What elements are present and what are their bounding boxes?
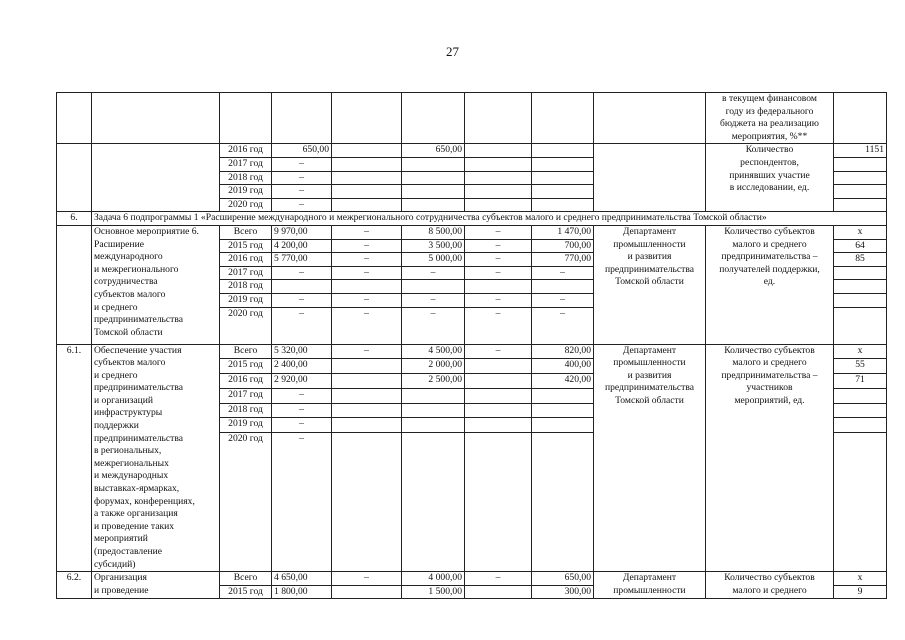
cell-total: 4 200,00: [272, 239, 332, 253]
cell-extra: [532, 144, 594, 158]
cell-loc: [465, 418, 532, 433]
cell-main-event-name: [92, 225, 220, 344]
executor-line: Томской области: [615, 394, 684, 406]
cell-extra: 820,00: [532, 344, 594, 359]
indicator-line: Количество: [745, 144, 794, 156]
name-line: Основное мероприятие 6.: [94, 225, 199, 237]
name-line: и межрегионального: [94, 263, 179, 275]
indicator-line: малого и среднего: [732, 584, 807, 596]
cell-extra: [532, 157, 594, 171]
cell-year: 2019 год: [220, 293, 272, 307]
cell-value: [834, 266, 887, 280]
indicator-line: в текущем финансовом: [722, 93, 817, 104]
cell-extra: –: [532, 307, 594, 344]
name-line: Организация: [94, 572, 147, 584]
task-row: [57, 212, 887, 226]
cell-reg: 1 500,00: [402, 585, 465, 599]
name-line: и проведение таких: [94, 520, 175, 532]
indicator-line: участников: [746, 382, 793, 394]
cell-fed: –: [332, 307, 402, 344]
table-body: [57, 93, 887, 599]
cell-value: 71: [834, 374, 887, 389]
cell-loc: [465, 144, 532, 158]
cell-year: 2016 год: [220, 144, 272, 158]
cell-executor: [594, 225, 706, 344]
task-title: Задача 6 подпрограммы 1 «Расширение международного и межрегионального сотрудничества субъектов малого и среднего предпринимательства Томской области»: [92, 212, 887, 226]
cell-value: [834, 433, 887, 572]
cell-year: Всего: [220, 344, 272, 359]
cell-loc: [465, 198, 532, 212]
name-line: и организаций: [94, 394, 154, 406]
cell-reg: [402, 198, 465, 212]
name-line: предпринимательства: [94, 314, 184, 326]
cell-reg: –: [402, 293, 465, 307]
cell-fed: –: [332, 239, 402, 253]
cell-fed: –: [332, 572, 402, 586]
cell-fed: [332, 585, 402, 599]
cell-year: 2016 год: [220, 253, 272, 267]
cell-value: [834, 93, 887, 144]
name-line: предпринимательства: [94, 432, 184, 444]
cell-extra: 1 470,00: [532, 225, 594, 239]
cell-value: x: [834, 572, 887, 586]
name-line: и проведение: [94, 584, 149, 596]
name-line: а также организация: [94, 508, 178, 520]
cell-name: [92, 93, 220, 144]
cell-extra: [532, 433, 594, 572]
cell-value: x: [834, 225, 887, 239]
executor-line: и развития: [627, 251, 672, 263]
indicator-line: Количество субъектов: [724, 572, 815, 584]
cell-fed: [332, 359, 402, 374]
cell-loc: [465, 157, 532, 171]
cell-reg: 650,00: [402, 144, 465, 158]
cell-fed: [332, 418, 402, 433]
cell-fed: –: [332, 344, 402, 359]
cell-total: 4 650,00: [272, 572, 332, 586]
cell-reg: 4 000,00: [402, 572, 465, 586]
cell-fed: –: [332, 225, 402, 239]
cell-loc: [465, 374, 532, 389]
executor-line: промышленности: [613, 238, 686, 250]
cell-fed: [332, 171, 402, 185]
cell-num: [57, 93, 92, 144]
cell-indicator: [706, 572, 834, 599]
cell-fed: [332, 280, 402, 294]
cell-num: 6.1.: [57, 344, 92, 572]
cell-value: 9: [834, 585, 887, 599]
indicator-line: мероприятия, %**: [731, 130, 808, 142]
cell-loc: –: [465, 293, 532, 307]
cell-indicator: [706, 93, 834, 144]
name-line: Обеспечение участия: [94, 344, 182, 356]
cell-empty: [532, 93, 594, 144]
cell-extra: –: [532, 293, 594, 307]
cell-num: [57, 225, 92, 344]
cell-total: 1 800,00: [272, 585, 332, 599]
cell-value: [834, 293, 887, 307]
cell-reg: [402, 171, 465, 185]
cell-fed: [332, 374, 402, 389]
indicator-line: малого и среднего: [732, 357, 807, 369]
name-line: инфраструктуры: [94, 407, 163, 419]
cell-total: –: [272, 198, 332, 212]
cell-year: 2020 год: [220, 198, 272, 212]
cell-value: 85: [834, 253, 887, 267]
cell-extra: 770,00: [532, 253, 594, 267]
indicator-line: получателей поддержки,: [719, 263, 820, 275]
cell-reg: 4 500,00: [402, 344, 465, 359]
cell-num: 6.2.: [57, 572, 92, 599]
cell-extra: [532, 185, 594, 199]
cell-empty: [402, 93, 465, 144]
cell-year: 2020 год: [220, 433, 272, 572]
executor-line: предпринимательства: [604, 382, 695, 394]
cell-reg: –: [402, 307, 465, 344]
indicator-line: принявших участие: [729, 169, 810, 181]
cell-extra: [532, 388, 594, 403]
table-row: [57, 344, 887, 359]
cell-total: 650,00: [272, 144, 332, 158]
cell-total: –: [272, 185, 332, 199]
cell-extra: –: [532, 266, 594, 280]
cell-fed: [332, 388, 402, 403]
cell-indicator: [706, 144, 834, 212]
executor-line: и развития: [627, 369, 672, 381]
cell-extra: [532, 418, 594, 433]
cell-reg: [402, 418, 465, 433]
name-line: (предоставление: [94, 546, 162, 557]
cell-fed: –: [332, 253, 402, 267]
cell-event-61-name: [92, 344, 220, 572]
cell-total: 2 400,00: [272, 359, 332, 374]
cell-year: 2018 год: [220, 403, 272, 418]
cell-value: 55: [834, 359, 887, 374]
executor-line: промышленности: [613, 584, 686, 596]
cell-value: 1151: [834, 144, 887, 158]
cell-loc: –: [465, 572, 532, 586]
cell-total: –: [272, 266, 332, 280]
executor-line: Департамент: [622, 344, 677, 356]
name-line: и среднего: [94, 301, 138, 313]
table-row: [57, 225, 887, 239]
cell-loc: –: [465, 239, 532, 253]
cell-value: [834, 171, 887, 185]
cell-value: [834, 185, 887, 199]
name-line: субсидий): [94, 558, 136, 570]
cell-fed: [332, 433, 402, 572]
executor-line: Департамент: [622, 572, 677, 584]
cell-empty: [272, 93, 332, 144]
cell-name: [92, 144, 220, 212]
cell-extra: 420,00: [532, 374, 594, 389]
cell-loc: –: [465, 225, 532, 239]
cell-loc: –: [465, 344, 532, 359]
cell-value: [834, 280, 887, 294]
cell-value: [834, 157, 887, 171]
cell-extra: 400,00: [532, 359, 594, 374]
cell-year: 2016 год: [220, 374, 272, 389]
cell-total: 5 320,00: [272, 344, 332, 359]
table-row: [57, 93, 887, 144]
cell-year: 2015 год: [220, 359, 272, 374]
cell-value: [834, 388, 887, 403]
name-line: Томской области: [94, 326, 163, 338]
cell-value: 64: [834, 239, 887, 253]
cell-empty: [465, 93, 532, 144]
cell-value: [834, 198, 887, 212]
indicator-line: году из федерального: [725, 105, 814, 117]
cell-executor: [594, 572, 706, 599]
cell-executor: [594, 144, 706, 212]
executor-line: предпринимательства: [604, 263, 695, 275]
cell-total: –: [272, 157, 332, 171]
table-row: [57, 144, 887, 158]
cell-event-62-name: [92, 572, 220, 599]
cell-fed: [332, 198, 402, 212]
indicator-line: бюджета на реализацию: [720, 118, 819, 130]
cell-reg: [402, 388, 465, 403]
cell-num: [57, 144, 92, 212]
cell-value: x: [834, 344, 887, 359]
executor-line: Томской области: [615, 276, 684, 288]
cell-total: –: [272, 388, 332, 403]
cell-extra: [532, 280, 594, 294]
cell-year: 2017 год: [220, 157, 272, 171]
table-row: [57, 572, 887, 586]
cell-loc: [465, 403, 532, 418]
name-line: сотрудничества: [94, 276, 158, 288]
cell-year: 2017 год: [220, 266, 272, 280]
cell-fed: –: [332, 293, 402, 307]
cell-year: 2018 год: [220, 171, 272, 185]
cell-loc: [465, 171, 532, 185]
cell-total: –: [272, 403, 332, 418]
cell-loc: [465, 185, 532, 199]
name-line: межрегиональных: [94, 457, 169, 469]
name-line: субъектов малого: [94, 288, 166, 300]
indicator-line: предпринимательства –: [721, 369, 818, 381]
cell-total: –: [272, 293, 332, 307]
cell-year: 2015 год: [220, 585, 272, 599]
cell-year: Всего: [220, 572, 272, 586]
cell-indicator: [706, 225, 834, 344]
cell-extra: [532, 198, 594, 212]
page-number: 27: [446, 44, 459, 59]
cell-loc: [465, 359, 532, 374]
indicator-line: ед.: [763, 276, 776, 288]
executor-line: промышленности: [613, 357, 686, 369]
cell-loc: [465, 585, 532, 599]
name-line: и среднего: [94, 369, 138, 381]
task-num: 6.: [57, 212, 92, 226]
name-line: выставках-ярмарках,: [94, 483, 180, 495]
cell-value: [834, 307, 887, 344]
cell-loc: [465, 280, 532, 294]
cell-extra: 300,00: [532, 585, 594, 599]
cell-empty: [220, 93, 272, 144]
cell-reg: 2 500,00: [402, 374, 465, 389]
indicator-line: мероприятий, ед.: [734, 394, 805, 406]
cell-total: –: [272, 433, 332, 572]
name-line: и международных: [94, 470, 169, 482]
cell-reg: 8 500,00: [402, 225, 465, 239]
cell-loc: [465, 388, 532, 403]
cell-total: 9 970,00: [272, 225, 332, 239]
cell-reg: 5 000,00: [402, 253, 465, 267]
cell-indicator: [706, 344, 834, 572]
indicator-line: в исследовании, ед.: [729, 182, 810, 194]
cell-extra: 700,00: [532, 239, 594, 253]
cell-total: –: [272, 307, 332, 344]
executor-line: Департамент: [622, 225, 677, 237]
cell-empty: [332, 93, 402, 144]
cell-fed: [332, 185, 402, 199]
name-line: международного: [94, 251, 163, 263]
indicator-line: Количество субъектов: [724, 225, 815, 237]
cell-reg: 2 000,00: [402, 359, 465, 374]
cell-fed: [332, 403, 402, 418]
cell-executor: [594, 344, 706, 572]
cell-reg: [402, 433, 465, 572]
name-line: субъектов малого: [94, 357, 166, 369]
cell-total: 5 770,00: [272, 253, 332, 267]
cell-total: 2 920,00: [272, 374, 332, 389]
cell-loc: –: [465, 253, 532, 267]
cell-total: –: [272, 171, 332, 185]
cell-total: –: [272, 418, 332, 433]
cell-year: 2019 год: [220, 418, 272, 433]
cell-total: [272, 280, 332, 294]
name-line: форумах, конференциях,: [94, 495, 195, 507]
cell-reg: [402, 185, 465, 199]
cell-loc: –: [465, 266, 532, 280]
cell-reg: –: [402, 266, 465, 280]
cell-extra: 650,00: [532, 572, 594, 586]
cell-reg: [402, 157, 465, 171]
cell-reg: [402, 280, 465, 294]
cell-year: 2020 год: [220, 307, 272, 344]
cell-year: 2017 год: [220, 388, 272, 403]
cell-fed: [332, 157, 402, 171]
name-line: Расширение: [94, 238, 144, 250]
indicator-line: Количество субъектов: [724, 344, 815, 356]
program-table: [56, 92, 887, 599]
cell-value: [834, 403, 887, 418]
cell-year: Всего: [220, 225, 272, 239]
cell-loc: –: [465, 307, 532, 344]
indicator-line: респондентов,: [740, 156, 799, 168]
name-line: в региональных,: [94, 445, 162, 457]
cell-reg: 3 500,00: [402, 239, 465, 253]
cell-year: 2019 год: [220, 185, 272, 199]
name-line: поддержки: [94, 420, 139, 432]
cell-executor: [594, 93, 706, 144]
cell-loc: [465, 433, 532, 572]
cell-value: [834, 418, 887, 433]
cell-extra: [532, 403, 594, 418]
indicator-line: предпринимательства –: [721, 251, 818, 263]
cell-extra: [532, 171, 594, 185]
cell-fed: –: [332, 266, 402, 280]
name-line: предпринимательства: [94, 382, 184, 394]
cell-year: 2018 год: [220, 280, 272, 294]
cell-reg: [402, 403, 465, 418]
cell-fed: [332, 144, 402, 158]
cell-year: 2015 год: [220, 239, 272, 253]
indicator-line: малого и среднего: [732, 238, 807, 250]
name-line: мероприятий: [94, 533, 148, 545]
